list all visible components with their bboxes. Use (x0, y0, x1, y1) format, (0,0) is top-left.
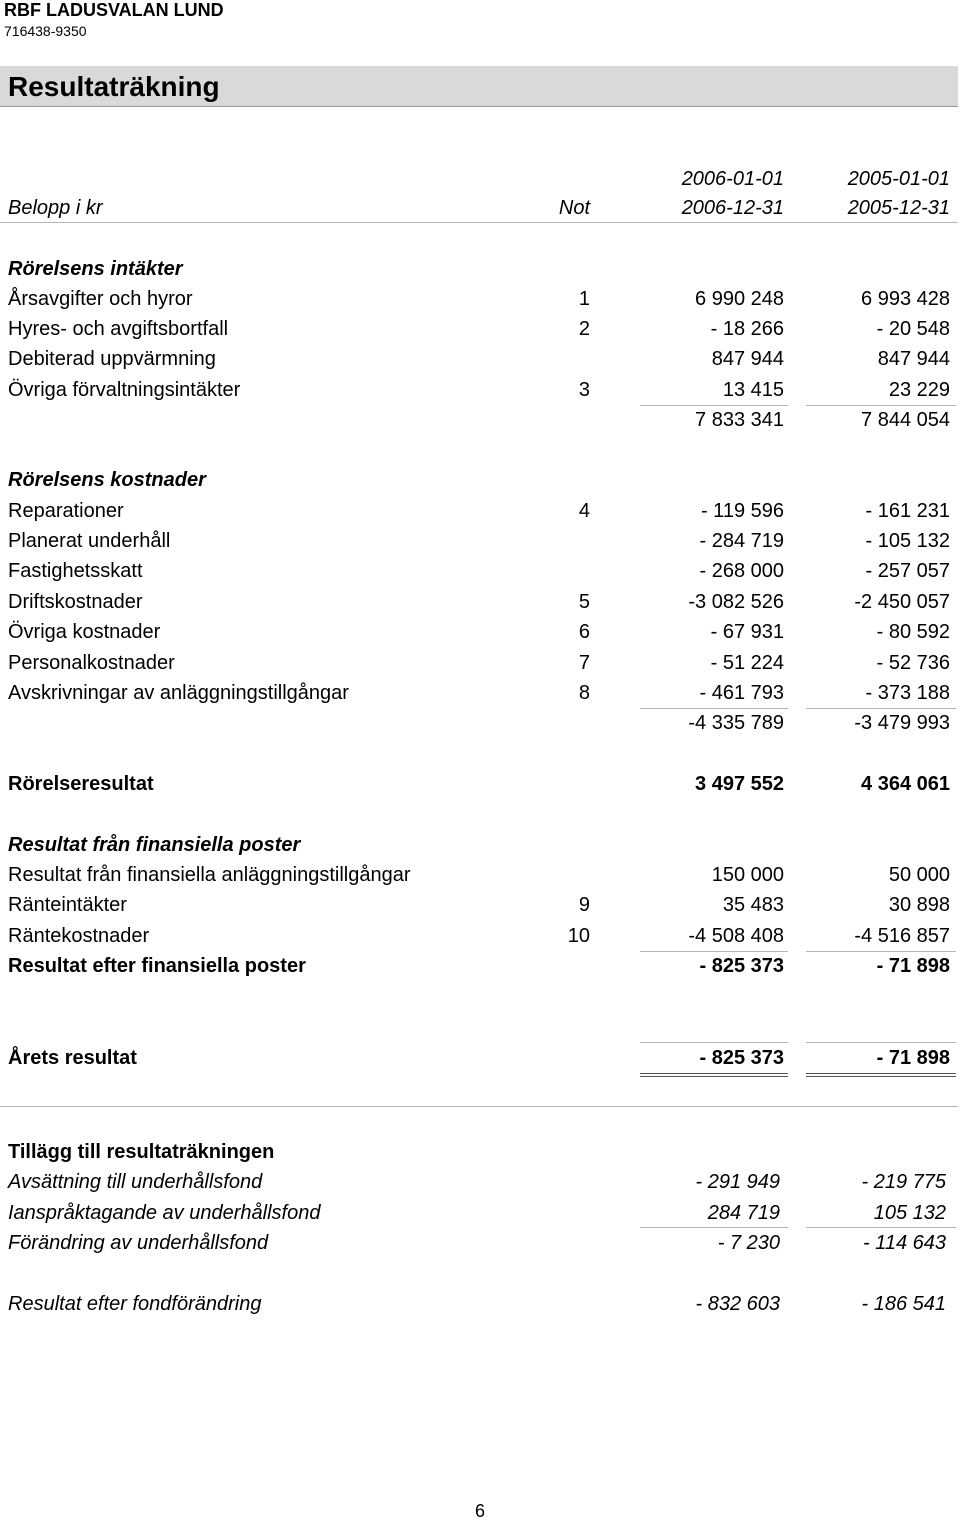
col-cur-to: 2006-12-31 (681, 197, 784, 219)
col-cur-from: 2006-01-01 (681, 168, 784, 190)
col-label: Belopp i kr (8, 197, 103, 219)
col-note: Not (558, 197, 590, 219)
operating-result-row: Rörelseresultat 3 497 552 4 364 061 (8, 773, 950, 795)
page-title: Resultaträkning (8, 71, 220, 102)
subtotal-row: 7 833 341 7 844 054 (695, 409, 950, 431)
section-heading-tillagg: Tillägg till resultaträkningen (8, 1141, 275, 1163)
double-underline (640, 1076, 788, 1077)
table-row: Hyres- och avgiftsbortfall 2 - 18 266 - 20 548 (8, 318, 950, 340)
section-heading-intakter: Rörelsens intäkter (8, 258, 183, 280)
double-underline (640, 1073, 788, 1074)
table-row: Ianspråktagande av underhållsfond 284 719 105 132 (8, 1202, 946, 1224)
column-header (0, 193, 960, 223)
year-result-row: Årets resultat - 825 373 - 71 898 (8, 1047, 950, 1069)
table-row: Årsavgifter och hyror 1 6 990 248 6 993 428 (8, 288, 950, 310)
table-row: Räntekostnader 10 -4 508 408 -4 516 857 (8, 925, 950, 947)
fund-result-row: Resultat efter fondförändring - 832 603 - 186 541 (8, 1293, 946, 1315)
company-name: RBF LADUSVALAN LUND (4, 0, 224, 20)
header-divider (0, 222, 958, 223)
table-row: Debiterad uppvärmning 847 944 847 944 (8, 348, 950, 370)
table-row: Resultat från finansiella anläggningstillgångar 150 000 50 000 (8, 864, 950, 886)
table-row: Reparationer 4 - 119 596 - 161 231 (8, 500, 950, 522)
table-row: Driftskostnader 5 -3 082 526 -2 450 057 (8, 591, 950, 613)
table-row: Avskrivningar av anläggningstillgångar 8 - 461 793 - 373 188 (8, 682, 950, 704)
col-prev-to: 2005-12-31 (847, 197, 950, 219)
table-row: Avsättning till underhållsfond - 291 949 - 219 775 (8, 1171, 946, 1193)
section-divider (0, 1106, 958, 1107)
table-row: Förändring av underhållsfond - 7 230 - 114 643 (8, 1232, 946, 1254)
subtotal-row: -4 335 789 -3 479 993 (688, 712, 950, 734)
col-prev-from: 2005-01-01 (847, 168, 950, 190)
double-underline (806, 1076, 956, 1077)
page-number: 6 (474, 1501, 485, 1521)
org-number: 716438-9350 (4, 23, 87, 39)
financial-result-row: Resultat efter finansiella poster - 825 373 - 71 898 (8, 955, 950, 977)
table-row: Personalkostnader 7 - 51 224 - 52 736 (8, 652, 950, 674)
table-row: Övriga förvaltningsintäkter 3 13 415 23 229 (8, 379, 950, 401)
section-heading-kostnader: Rörelsens kostnader (8, 469, 206, 491)
section-heading-finansiella: Resultat från finansiella poster (8, 834, 301, 856)
table-row: Fastighetsskatt - 268 000 - 257 057 (8, 560, 950, 582)
double-underline (806, 1073, 956, 1074)
table-row: Övriga kostnader 6 - 67 931 - 80 592 (8, 621, 950, 643)
page-title-bar (0, 66, 958, 107)
table-row: Ränteintäkter 9 35 483 30 898 (8, 894, 950, 916)
table-row: Planerat underhåll - 284 719 - 105 132 (8, 530, 950, 552)
column-header-dates-from (0, 164, 960, 194)
